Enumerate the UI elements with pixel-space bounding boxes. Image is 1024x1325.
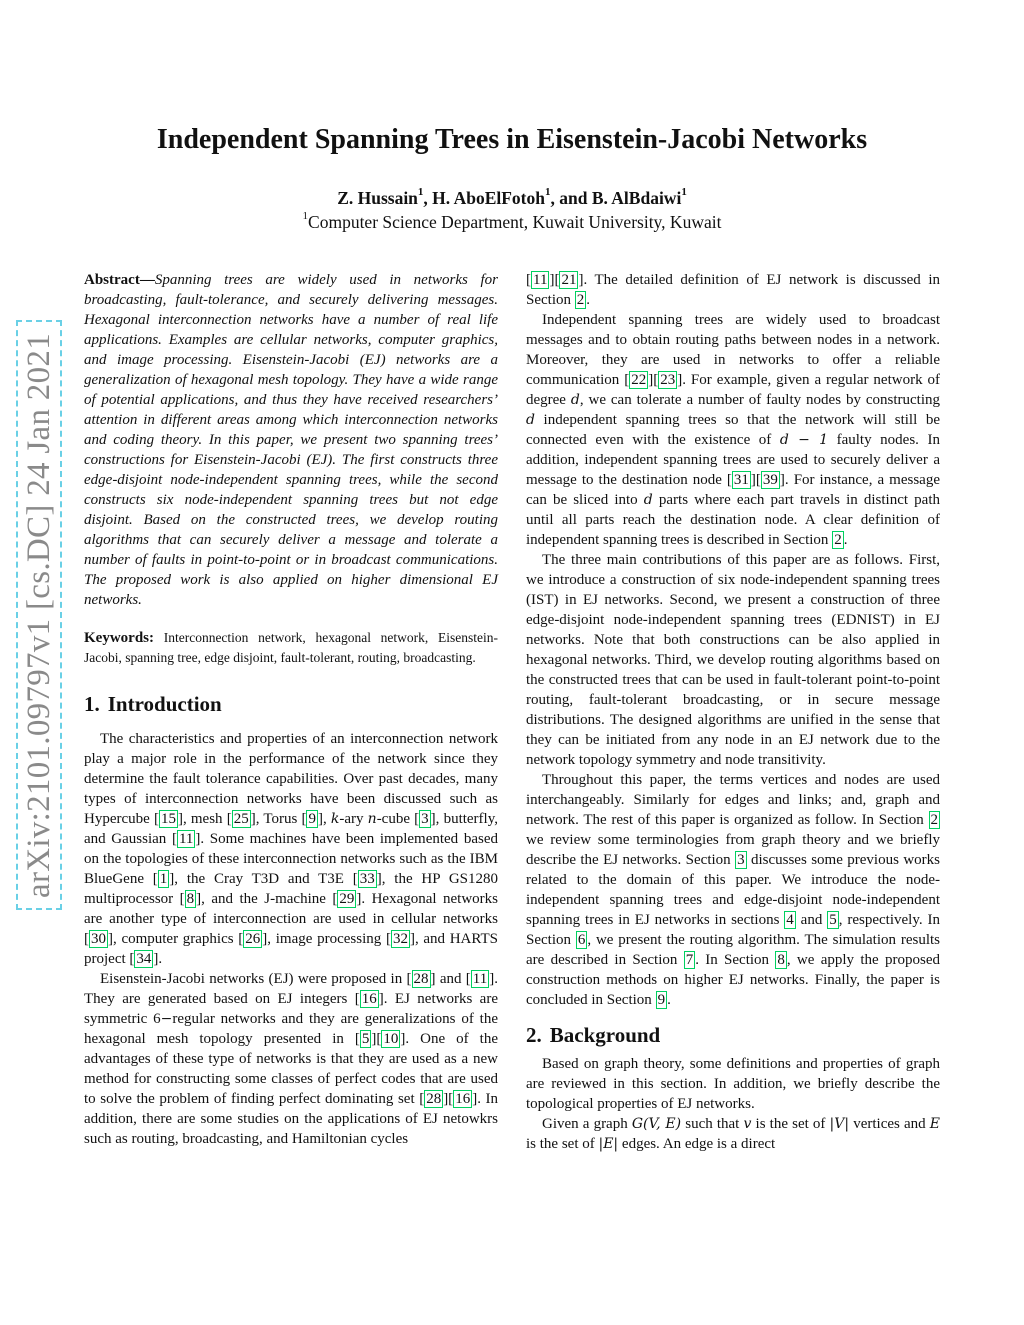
citation-link[interactable]: 39 bbox=[762, 472, 778, 488]
text: Throughout this paper, the terms vertices and nodes are used interchangeably. Similarly for edges and links; and, graph and network. The rest of this paper is organized as follow. In Section bbox=[526, 772, 940, 828]
text: . bbox=[158, 951, 163, 967]
math: G(V, E) bbox=[631, 1116, 682, 1132]
citation-link[interactable]: 30 bbox=[91, 931, 106, 947]
arxiv-identifier-stamp bbox=[16, 320, 62, 910]
section-title: Background bbox=[549, 1023, 661, 1047]
affiliation bbox=[0, 212, 1024, 233]
text: . In Section bbox=[695, 952, 776, 968]
text: discusses some previous works related to the domain of this paper. We introduce the node-independent spanning trees and edge-disjoint node-independent spanning trees in EJ networks in sections bbox=[526, 852, 940, 928]
citation-link[interactable]: 10 bbox=[383, 1031, 399, 1047]
section-link[interactable]: 2 bbox=[576, 292, 585, 308]
text: . The detailed definition of EJ network is discussed in Section bbox=[526, 272, 940, 308]
affiliation-mark: 1 bbox=[302, 210, 309, 222]
section-link[interactable]: 7 bbox=[685, 952, 694, 968]
intro-paragraph-3: Independent spanning trees are widely used to broadcast messages and to obtain routing paths between nodes in a network. Moreover, they are used in networks to offer a reliable communication [ 22 ][ 23 ]. For example, given a regular network of degree d, we can tolerate a number of faulty nodes by constructing d independent spanning trees so that the network will still be connected even with the existence of d − 1 faulty nodes. In addition, independent spanning trees are used to securely deliver a message to the destination node [ 31 ][ 39 ]. For instance, a message can be sliced into d parts where each part travels in distinct path until all parts reach the destination node. A clear definition of independent spanning trees is described in Section 2 . bbox=[526, 312, 941, 548]
text: we review some terminologies from graph theory and we briefly describe the EJ networks. Section bbox=[526, 832, 940, 868]
citation-link[interactable]: 26 bbox=[245, 931, 261, 947]
intro-paragraph-2-continued: [ 11 ][ 21 ]. The detailed definition of EJ network is discussed in Section 2 . bbox=[526, 272, 940, 308]
citation-link[interactable]: 5 bbox=[361, 1031, 370, 1047]
math: v bbox=[743, 1116, 752, 1132]
text: faulty nodes. In addition, independent spanning trees are used to securely deliver a message to the destination node bbox=[526, 432, 940, 488]
section-heading-background bbox=[526, 1022, 940, 1048]
citation-link[interactable]: 31 bbox=[733, 472, 749, 488]
text: , the HP GS1280 multiprocessor bbox=[84, 871, 498, 907]
text: The characteristics and properties of an interconnection network play a major role in the performance of the network since they determine the fault tolerance capabilities. Over past decades, many types of interconnection networks have been discussed such as Hypercube bbox=[84, 731, 498, 827]
intro-paragraph-5 bbox=[526, 770, 940, 1010]
math: |V| bbox=[829, 1116, 850, 1132]
section-link[interactable]: 6 bbox=[577, 932, 586, 948]
section-link[interactable]: 4 bbox=[786, 912, 794, 928]
intro-paragraph-4: The three main contributions of this paper are as follows. First, we introduce a construction of six node-independent spanning trees (IST) in EJ networks. Second, we present a construction of three edge-disjoint node-independent spanning trees (EDNIST) in EJ networks. Note that both constructions can be also applied in hexagonal networks. Third, we develop routing algorithms based on the constructed trees that can be used in fault-tolerant point-to-point routing, fault-tolerant broadcasting, or in secure message distributions. The designed algorithms are unified in the sense that they can be initiated from any node in an EJ network due to the network topology symmetry and node transitivity. bbox=[526, 552, 940, 768]
math: E bbox=[929, 1116, 940, 1132]
section-link[interactable]: 3 bbox=[737, 852, 745, 868]
citation-link[interactable]: 32 bbox=[392, 931, 408, 947]
text: , the Cray T3D and T3E bbox=[174, 871, 353, 887]
author-list bbox=[0, 188, 1024, 209]
keywords bbox=[84, 628, 498, 668]
citation-link[interactable]: 11 bbox=[178, 831, 194, 847]
section-link[interactable]: 8 bbox=[777, 952, 785, 968]
text: , computer graphics bbox=[113, 931, 239, 947]
keywords-text: Interconnection network, hexagonal network, Eisenstein-Jacobi, spanning tree, edge disjoint, fault-tolerant, routing, broadcasting. bbox=[84, 630, 498, 665]
citation-link[interactable]: 9 bbox=[308, 811, 316, 827]
text: . bbox=[843, 532, 848, 548]
citation-link[interactable]: 28 bbox=[413, 971, 429, 987]
text: . For instance, a message can be sliced into bbox=[526, 472, 940, 508]
text: -cube bbox=[376, 811, 415, 827]
text: , and HARTS project bbox=[84, 931, 499, 967]
abstract bbox=[84, 270, 498, 610]
paper-title: Independent Spanning Trees in Eisenstein-Jacobi Networks bbox=[156, 124, 868, 155]
author-name: B. AlBdaiwi bbox=[591, 188, 682, 208]
text: parts where each part travels in distinct path until all parts reach the destination node. A clear definition of independent spanning trees is described in Section bbox=[526, 492, 940, 548]
text: . One of the advantages of these type of networks is that they are used as a new method for constructing some classes of perfect codes that are used to solve the problem of finding perfect dominating set bbox=[84, 1031, 499, 1107]
math: n bbox=[367, 811, 377, 827]
text: , bbox=[322, 811, 331, 827]
text: . bbox=[667, 992, 671, 1008]
citation-link[interactable]: 1 bbox=[159, 871, 168, 887]
math: d bbox=[643, 492, 653, 508]
author-affiliation-mark: 1 bbox=[681, 186, 687, 198]
affiliation-text: Computer Science Department, Kuwait University, Kuwait bbox=[308, 212, 722, 232]
section-link[interactable]: 9 bbox=[657, 992, 666, 1008]
keywords-label: Keywords: bbox=[84, 630, 154, 646]
citation-link[interactable]: 11 bbox=[533, 272, 548, 288]
text: . Some machines have been implemented based on the topologies of these interconnection networks such as the IBM BlueGene bbox=[84, 831, 498, 887]
citation-link[interactable]: 23 bbox=[660, 372, 676, 388]
text: , Torus bbox=[255, 811, 302, 827]
author-name: H. AboElFotoh bbox=[432, 188, 545, 208]
text: . For example, given a regular network of degree bbox=[526, 372, 941, 408]
citation-link[interactable]: 15 bbox=[160, 811, 176, 827]
abstract-label: Abstract— bbox=[84, 272, 155, 288]
text: and bbox=[795, 912, 828, 928]
math: d bbox=[570, 392, 580, 408]
text: , we present the routing algorithm. The simulation results are described in Section bbox=[526, 932, 941, 968]
arxiv-identifier: arXiv:2101.09797v1 [cs.DC] 24 Jan 2021 bbox=[20, 332, 57, 898]
text: , butterfly, and Gaussian bbox=[84, 811, 498, 847]
section-number: 1. bbox=[84, 692, 100, 716]
math: d − 1 bbox=[779, 432, 829, 448]
intro-paragraph-2: Eisenstein-Jacobi networks (EJ) were proposed in [ 28 ] and [ 11 ]. They are generated based on EJ integers [ 16 ]. EJ networks are symmetric 6−regular networks and they are generalizations of the hexagonal mesh topology presented in [ 5 ][ 10 ]. One of the advantages of these type of networks is that they are used as a new method for constructing some classes of perfect codes that are used to solve the problem of finding perfect dominating set [ 28 ][ 16 ]. In addition, there are some studies on the applications of EJ netowkrs such as routing, broadcasting, and Hamiltonian cycles bbox=[84, 971, 499, 1147]
citation-link[interactable]: 25 bbox=[233, 811, 249, 827]
section-title: Introduction bbox=[107, 692, 222, 716]
text: and bbox=[435, 971, 466, 987]
citation-link[interactable]: 16 bbox=[361, 991, 377, 1007]
text: such that bbox=[681, 1116, 744, 1132]
text: - bbox=[339, 811, 345, 827]
left-column bbox=[84, 270, 498, 1149]
text: , and the J-machine bbox=[201, 891, 333, 907]
text: . They are generated based on EJ integers bbox=[84, 971, 498, 1007]
intro-paragraph-1: The characteristics and properties of an interconnection network play a major role in the performance of the network since they determine the fault tolerance capabilities. Over past decades, many types of interconnection networks have been discussed such as Hypercube [ 15 ], mesh [ 25 ], Torus [ 9 ], k-ary n-cube [ 3 ], butterfly, and Gaussian [ 11 ]. Some machines have been implemented based on the topologies of these interconnection networks such as the IBM BlueGene [ 1 ], the Cray T3D and T3E [ 33 ], the HP GS1280 multiprocessor [ 8 ], and the J-machine [ 29 ]. Hexagonal networks are another type of interconnection are used in cellular networks [ 30 ], computer graphics [ 26 ], image processing [ 32 ], and HARTS project [ 34 ]. bbox=[84, 731, 499, 967]
citation-link[interactable]: 3 bbox=[421, 811, 429, 827]
author-affiliation-mark: 1 bbox=[544, 186, 551, 198]
author-name: Z. Hussain bbox=[337, 188, 418, 208]
citation-link[interactable]: 28 bbox=[426, 1091, 442, 1107]
citation-link[interactable]: 29 bbox=[339, 891, 355, 907]
text: . In addition, there are some studies on the applications of EJ netowkrs such as routing, broadcasting, and Hamiltonian cycles bbox=[84, 1091, 498, 1147]
text: , we can tolerate a number of faulty nodes by constructing bbox=[579, 392, 940, 408]
citation-link[interactable]: 8 bbox=[186, 891, 195, 907]
text: . EJ networks are symmetric 6 bbox=[84, 991, 498, 1027]
text: . bbox=[586, 292, 590, 308]
text: Independent spanning trees are widely used to broadcast messages and to obtain routing paths between nodes in a network. Moreover, they are used in networks to offer a reliable communication bbox=[526, 312, 940, 388]
author-affiliation-mark: 1 bbox=[417, 186, 424, 198]
text: . Hexagonal networks are another type of interconnection are used in cellular networks bbox=[84, 891, 499, 927]
citation-link[interactable]: 16 bbox=[455, 1091, 471, 1107]
background-paragraph-1: Based on graph theory, some definitions and properties of graph are reviewed in this section. In addition, we briefly describe the topological properties of EJ networks. bbox=[526, 1056, 940, 1112]
section-link[interactable]: 2 bbox=[834, 532, 842, 548]
text: vertices and bbox=[849, 1116, 930, 1132]
text: , image processing bbox=[267, 931, 386, 947]
math: k bbox=[330, 811, 340, 827]
text: , mesh bbox=[182, 811, 227, 827]
section-link[interactable]: 5 bbox=[829, 912, 837, 928]
math: d bbox=[526, 412, 535, 428]
text: Given a graph bbox=[542, 1116, 632, 1132]
citation-link[interactable]: 34 bbox=[136, 951, 152, 967]
right-column bbox=[526, 270, 940, 1154]
citation-link[interactable]: 22 bbox=[631, 372, 647, 388]
text: is the set of bbox=[526, 1136, 599, 1152]
text: Eisenstein-Jacobi networks (EJ) were proposed in bbox=[100, 971, 407, 987]
author-separator: , and bbox=[550, 188, 592, 208]
text: independent spanning trees so that the network will still be connected even with the existence of bbox=[526, 412, 940, 448]
abstract-text: Spanning trees are widely used in networks for broadcasting, fault-tolerance, and securely delivering messages. Hexagonal interconnection networks have a number of real life applications. Examples are cellular networks, computer graphics, and image processing. Eisenstein-Jacobi (EJ) networks are a generalization of hexagonal mesh topology. They have a wide range of potential applications, and thus they have received researchers’ attention in different areas among which interconnection networks and coding theory. In this paper, we present two spanning trees’ constructions for Eisenstein-Jacobi (EJ). The first constructs three edge-disjoint node-independent spanning trees, while the second constructs six node-independent spanning trees but not edge disjoint. Based on the constructed trees, we develop routing algorithms that can securely deliver a message and tolerate a number of faults in point-to-point or in broadcast communications. The proposed work is also applied on higher dimensional EJ networks. bbox=[84, 272, 498, 608]
math: |E| bbox=[598, 1136, 619, 1152]
text: is the set of bbox=[751, 1116, 830, 1132]
text: edges. An edge is a direct bbox=[618, 1136, 776, 1152]
citation-link[interactable]: 11 bbox=[472, 971, 488, 987]
text: ary bbox=[344, 811, 368, 827]
background-paragraph-2 bbox=[526, 1114, 940, 1154]
section-heading-introduction bbox=[84, 691, 498, 717]
text: regular networks and they are generalizations of the hexagonal mesh topology presented in bbox=[84, 1011, 498, 1047]
section-link[interactable]: 2 bbox=[930, 812, 938, 828]
text: , respectively. In Section bbox=[526, 912, 940, 948]
math: − bbox=[160, 1011, 173, 1027]
text: , we apply the proposed construction methods on higher EJ networks. Finally, the paper is concluded in Section bbox=[526, 952, 940, 1008]
citation-link[interactable]: 33 bbox=[359, 871, 375, 887]
section-number: 2. bbox=[526, 1023, 542, 1047]
citation-link[interactable]: 21 bbox=[561, 272, 577, 288]
author-separator: , bbox=[423, 188, 433, 208]
